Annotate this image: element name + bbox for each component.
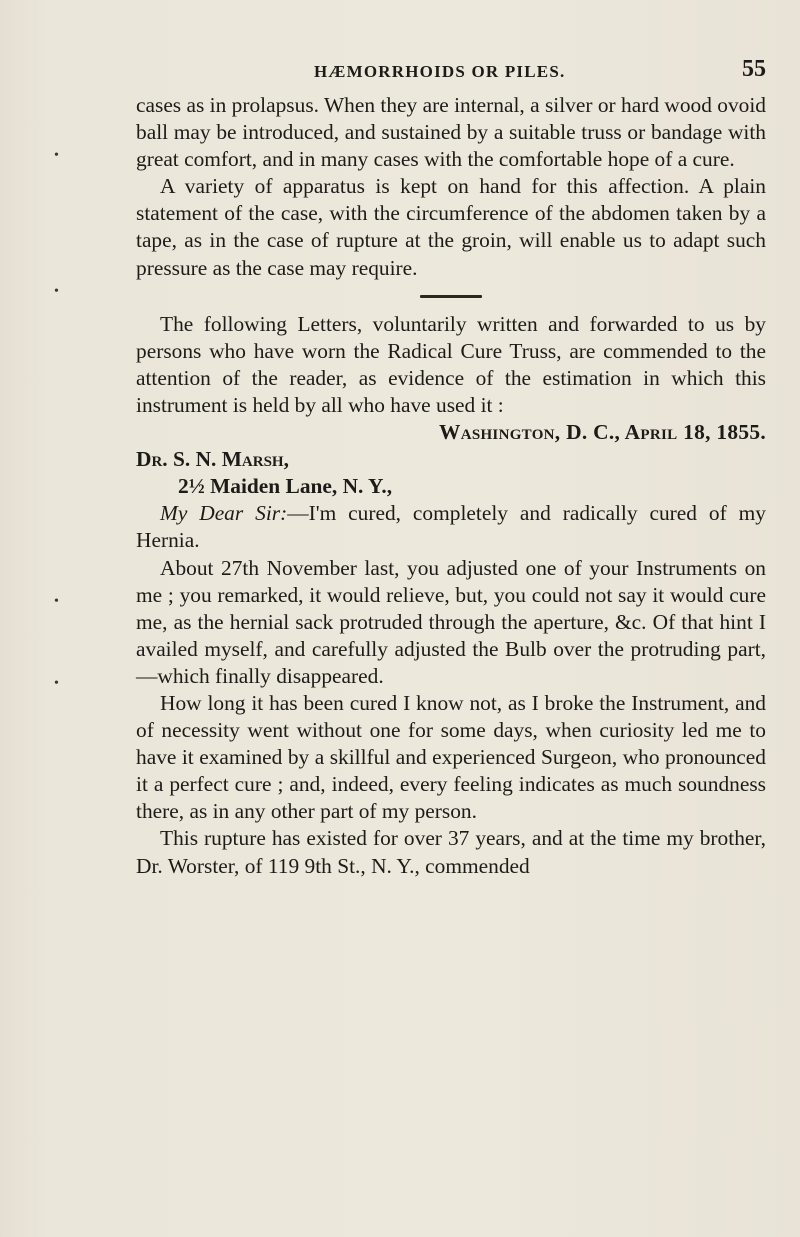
margin-speck: • [54, 594, 59, 609]
paragraph: A variety of apparatus is kept on hand for this affection. A plain statement of the case, with the circumference of the abdomen taken by a tape, as in the case of rupture at the groin, will enable us to adapt such pressure as the case may require. [136, 174, 766, 280]
salutation-rest: —I'm cured, completely and radically cured of my Hernia. [136, 501, 766, 553]
section-divider [420, 295, 482, 298]
letter-salutation [136, 500, 766, 554]
running-head: HÆMORRHOIDS OR PILES. [314, 62, 566, 81]
page-header [136, 56, 766, 88]
letter-paragraph: This rupture has existed for over 37 years, and at the time my brother, Dr. Worster, of 119 9th St., N. Y., commended [136, 826, 766, 878]
margin-speck: • [54, 284, 59, 299]
letter-paragraph: About 27th November last, you adjusted one of your Instruments on me ; you remarked, it would relieve, but, you could not say it would cure me, as the hernial sack protruded through the aperture, &c. Of that hint I availed myself, and carefully adjusted the Bulb over the protruding part,—which finally disappeared. [136, 555, 766, 688]
margin-speck: • [54, 676, 59, 691]
letter-addressee: Dr. S. N. Marsh, [136, 447, 289, 472]
paragraph: The following Letters, voluntarily written and forwarded to us by persons who have worn the Radical Cure Truss, are commended to the attention of the reader, as evidence of the estimation in which this instrument is held by all who have used it : [136, 311, 766, 417]
salutation-phrase: My Dear Sir: [160, 501, 288, 526]
letter-paragraph: How long it has been cured I know not, as I broke the Instrument, and of necessity went without one for some days, when curiosity led me to have it examined by a skillful and experienced Surgeon, who pronounced it a perfect cure ; and, indeed, every feeling indicates as much soundness there, as in any other part of my person. [136, 690, 766, 824]
page-number: 55 [742, 56, 766, 82]
body-text [136, 92, 766, 880]
letter-address: 2½ Maiden Lane, N. Y., [178, 474, 393, 499]
margin-speck: • [54, 148, 59, 163]
paragraph: cases as in prolapsus. When they are internal, a silver or hard wood ovoid ball may be introduced, and sustained by a suitable truss or bandage with great comfort, and in many cases with the comfortable hope of a cure. [136, 93, 766, 172]
letter-dateline: Washington, D. C., April 18, 1855. [439, 420, 766, 445]
